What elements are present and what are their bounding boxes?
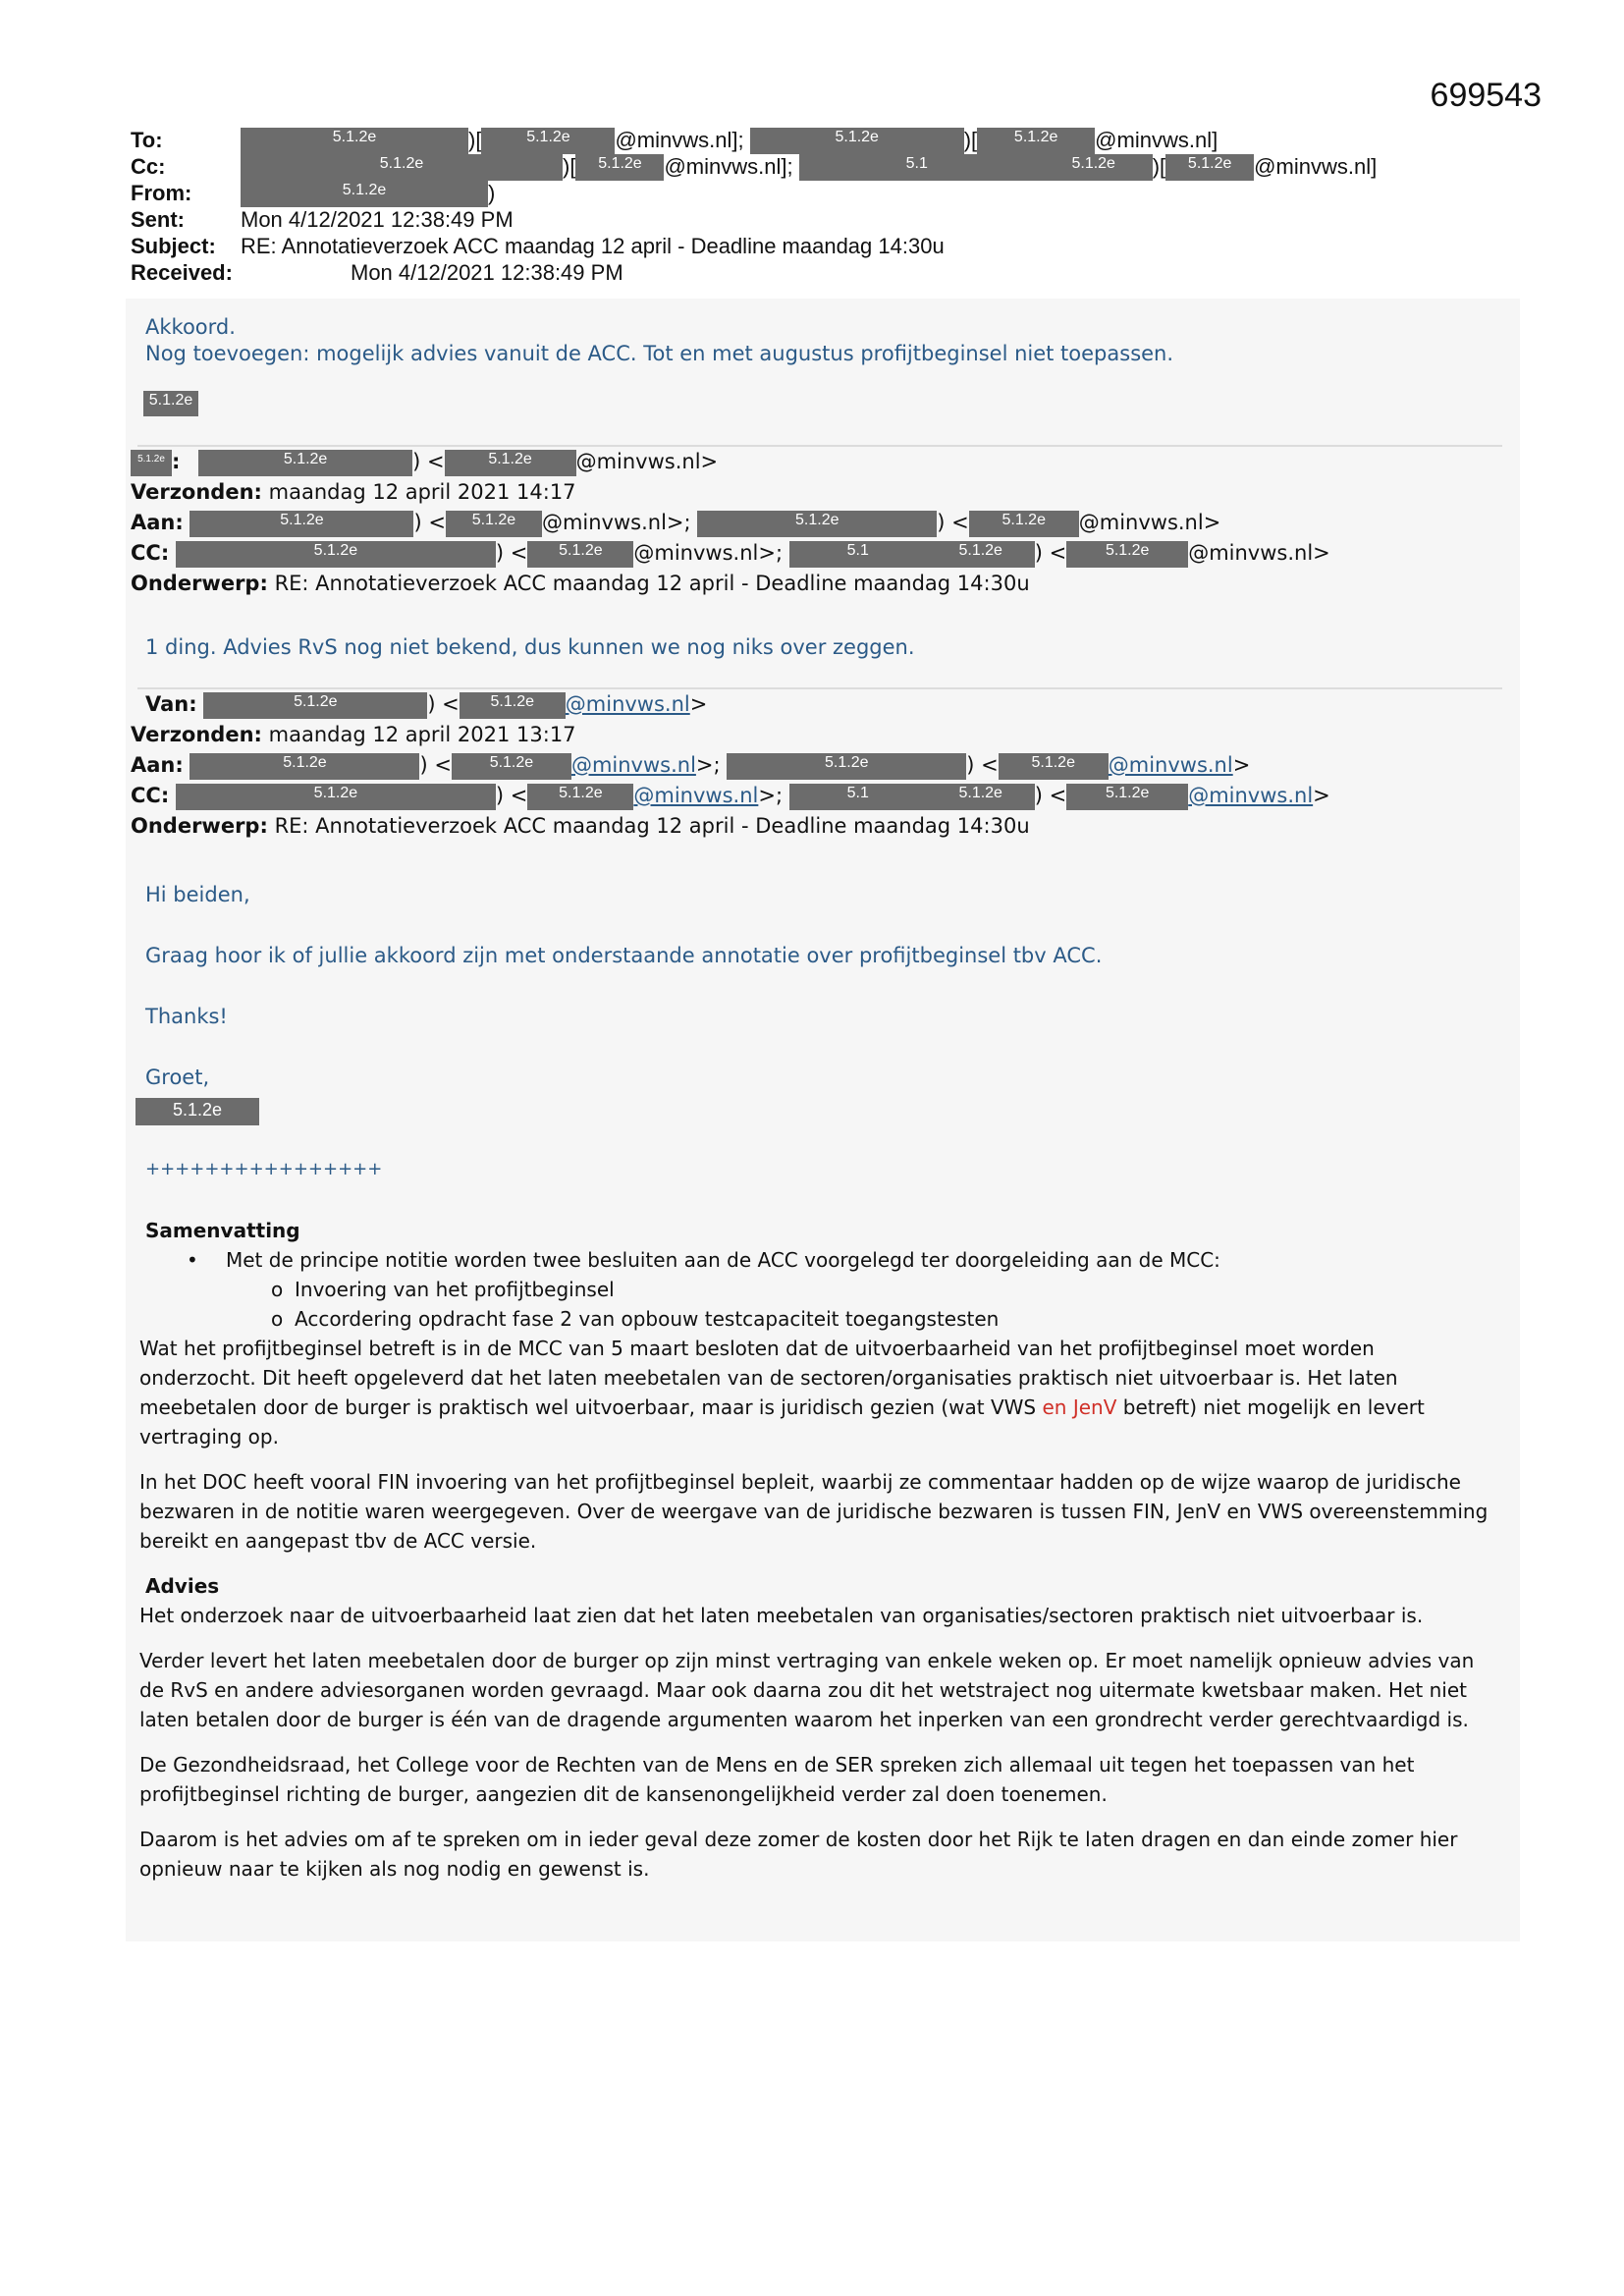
redaction-box: 5.1.2e bbox=[241, 181, 488, 207]
email-link[interactable]: @minvws.nl bbox=[1108, 753, 1233, 777]
subject-value: RE: Annotatieverzoek ACC maandag 12 april - Deadline maandag 14:30u bbox=[274, 572, 1030, 595]
circle-bullet-icon: o bbox=[271, 1278, 284, 1301]
separator bbox=[137, 445, 1502, 447]
cc-label: Cc: bbox=[131, 154, 166, 179]
sent-label: Sent: bbox=[131, 207, 185, 232]
list-item: o Accordering opdracht fase 2 van opbouw testcapaciteit toegangstesten bbox=[141, 1304, 1496, 1334]
redaction-box: 5.1.2e bbox=[969, 511, 1079, 537]
message-2-body: 1 ding. Advies RvS nog niet bekend, dus kunnen we nog niks over zeggen. bbox=[145, 635, 915, 659]
redaction-box: 5.1.2e bbox=[176, 541, 496, 568]
list-item: • Met de principe notitie worden twee besluiten aan de ACC voorgelegd ter doorgeleiding aan de MCC: bbox=[141, 1245, 1496, 1275]
redaction-box: 5.1 bbox=[799, 154, 1035, 181]
email-link[interactable]: @minvws.nl bbox=[633, 784, 759, 807]
list-item: o Invoering van het profijtbeginsel bbox=[141, 1275, 1496, 1304]
redaction-box: 5.1.2e bbox=[198, 450, 412, 476]
email-link[interactable]: @minvws.nl bbox=[570, 753, 696, 777]
email-link[interactable]: @minvws.nl bbox=[1188, 784, 1314, 807]
cc-label: CC: bbox=[131, 541, 170, 565]
sent-label: Verzonden: bbox=[131, 723, 262, 746]
closing-line: Groet, bbox=[145, 1066, 210, 1089]
subject-label: Onderwerp: bbox=[131, 814, 268, 838]
from-label: From: bbox=[131, 181, 192, 205]
redaction-box: 5.1.2e bbox=[1035, 154, 1153, 181]
received-row bbox=[131, 260, 1407, 287]
reply-line-1: Akkoord. bbox=[145, 315, 236, 339]
advies-heading: Advies bbox=[145, 1574, 220, 1598]
redaction-box: 5.1.2e bbox=[575, 154, 664, 181]
redaction-box: 5.1.2e bbox=[927, 784, 1035, 810]
subject-value: RE: Annotatieverzoek ACC maandag 12 april - Deadline maandag 14:30u bbox=[241, 234, 945, 258]
sent-value: Mon 4/12/2021 12:38:49 PM bbox=[241, 207, 514, 232]
sent-label: Verzonden: bbox=[131, 480, 262, 504]
paragraph: In het DOC heeft vooral FIN invoering van het profijtbeginsel bepleit, waarbij ze commentaar hadden op de wijze waarop de juridische bezwaren in de notitie waren weergegeven. Over de weergave van de juridische bezwaren is tussen FIN, JenV en VWS overeenstemming bereikt en aangepast tbv de ACC versie. bbox=[139, 1470, 1489, 1553]
subject-label: Onderwerp: bbox=[131, 572, 268, 595]
redaction-box: 5.1.2e bbox=[727, 753, 966, 780]
subject-value: RE: Annotatieverzoek ACC maandag 12 april - Deadline maandag 14:30u bbox=[274, 814, 1030, 838]
redaction-box: 5.1.2e bbox=[927, 541, 1035, 568]
reply-line-2: Nog toevoegen: mogelijk advies vanuit de ACC. Tot en met augustus profijtbeginsel niet toepassen. bbox=[145, 342, 1174, 365]
signature-redaction: 5.1.2e bbox=[143, 391, 198, 416]
to-row: To: 5.1.2e )[ 5.1.2e @minvws.nl]; 5.1.2e )[ 5.1.2e @minvws.nl] bbox=[131, 128, 1218, 152]
sent-value: maandag 12 april 2021 14:17 bbox=[268, 480, 576, 504]
redaction-box: 5.1.2e bbox=[481, 128, 615, 154]
thanks-line: Thanks! bbox=[145, 1005, 228, 1028]
redaction-box: 5.1.2e bbox=[131, 450, 172, 476]
sent-row bbox=[131, 207, 1407, 234]
received-label: Received: bbox=[131, 260, 233, 285]
redaction-box: 5.1.2e bbox=[750, 128, 964, 154]
paragraph: Daarom is het advies om af te spreken om in ieder geval deze zomer de kosten door het Rijk te laten dragen en dan einde zomer hier opnieuw naar te kijken als nog nodig en gewenst is. bbox=[139, 1828, 1458, 1881]
paragraph: De Gezondheidsraad, het College voor de Rechten van de Mens en de SER spreken zich allemaal uit tegen het toepassen van het profijtbeginsel richting de burger, aangezien dit de kansenongelijkheid verder zal doen toenemen. bbox=[139, 1753, 1415, 1806]
signature-redaction: 5.1.2e bbox=[135, 1098, 259, 1125]
bullet-icon: • bbox=[187, 1248, 198, 1272]
plus-divider: ++++++++++++++++ bbox=[145, 1159, 383, 1179]
redaction-box: 5.1.2e bbox=[977, 128, 1095, 154]
redaction-box: 5.1.2e bbox=[241, 128, 468, 154]
redaction-box: 5.1.2e bbox=[1165, 154, 1254, 181]
redaction-box: 5.1.2e bbox=[697, 511, 937, 537]
redaction-box: 5.1.2e bbox=[241, 154, 563, 181]
redaction-box: 5.1.2e bbox=[203, 692, 427, 719]
from-row: From: 5.1.2e ) bbox=[131, 181, 496, 205]
annotation-text bbox=[141, 1216, 1496, 1899]
greeting: Hi beiden, bbox=[145, 883, 250, 906]
email-header bbox=[131, 128, 1407, 287]
request-line: Graag hoor ik of jullie akkoord zijn met onderstaande annotatie over profijtbeginsel tbv ACC. bbox=[145, 944, 1103, 967]
summary-heading: Samenvatting bbox=[145, 1219, 300, 1242]
redaction-box: 5.1 bbox=[789, 541, 927, 568]
to-label: To: bbox=[131, 128, 163, 152]
paragraph: Verder levert het laten meebetalen door de burger op zijn minst vertraging van enkele weken op. Er moet namelijk opnieuw advies van de RvS en andere adviesorganen worden gevraagd. Maar ook daarna zou dit het wetstraject nog uitermate kwetsbaar maken. Het niet laten betalen door de burger is één van de dragende argumenten waarom het inperken van een grondrecht verder gerechtvaardigd is. bbox=[139, 1649, 1475, 1731]
redaction-box: 5.1.2e bbox=[189, 753, 419, 780]
redaction-box: 5.1.2e bbox=[445, 450, 576, 476]
email-link[interactable]: @minvws.nl bbox=[565, 692, 690, 716]
circle-bullet-icon: o bbox=[271, 1307, 284, 1331]
redaction-box: 5.1.2e bbox=[1066, 784, 1188, 810]
redaction-box: 5.1.2e bbox=[446, 511, 542, 537]
to-label: Aan: bbox=[131, 753, 184, 777]
redaction-box: 5.1.2e bbox=[999, 753, 1109, 780]
reply-body bbox=[145, 314, 1173, 367]
document-id: 699543 bbox=[1430, 77, 1542, 114]
paragraph: Het onderzoek naar de uitvoerbaarheid laat zien dat het laten meebetalen van organisaties/sectoren praktisch niet uitvoerbaar is. bbox=[139, 1604, 1424, 1627]
separator bbox=[137, 687, 1502, 689]
redaction-box: 5.1.2e bbox=[189, 511, 413, 537]
subject-row bbox=[131, 234, 1407, 260]
redaction-box: 5.1.2e bbox=[460, 692, 566, 719]
from-label: Van: bbox=[145, 692, 197, 716]
message-3-body bbox=[145, 880, 1102, 1092]
subject-label: Subject: bbox=[131, 234, 216, 258]
cc-row: Cc: 5.1.2e )[ 5.1.2e @minvws.nl]; 5.1 5.1.2e )[ 5.1.2e @minvws.nl] bbox=[131, 154, 1378, 179]
redaction-box: 5.1 bbox=[789, 784, 927, 810]
cc-label: CC: bbox=[131, 784, 170, 807]
redaction-box: 5.1.2e bbox=[1066, 541, 1188, 568]
paragraph: Wat het profijtbeginsel betreft is in de MCC van 5 maart besloten dat de uitvoerbaarheid van het profijtbeginsel moet worden onderzocht. Dit heeft opgeleverd dat het laten meebetalen van de sectoren/organisaties praktisch niet uitvoerbaar is. Het laten meebetalen door de burger is praktisch wel uitvoerbaar, maar is juridisch gezien (wat VWS en JenV betreft) niet mogelijk en levert vertraging op. bbox=[139, 1337, 1425, 1449]
redaction-box: 5.1.2e bbox=[527, 784, 633, 810]
redaction-box: 5.1.2e bbox=[176, 784, 496, 810]
message-2-header: 5.1.2e : 5.1.2e ) < 5.1.2e @minvws.nl> Verzonden: maandag 12 april 2021 14:17 Aan: 5.1.2e ) < 5.1.2e @minvws.nl>; 5.1.2e ) < 5.1.2e @minvws.nl> CC: 5.1.2e ) < 5.1.2e @minvws.nl>; 5.1 5.1.2e ) < 5.1.2e @minvws.nl> Onderwerp: RE: Annotatieverzoek ACC maandag 12 april - Deadline maandag 14:30u bbox=[131, 450, 1330, 595]
highlighted-text: en JenV bbox=[1042, 1395, 1117, 1419]
redaction-box: 5.1.2e bbox=[527, 541, 633, 568]
redaction-box: 5.1.2e bbox=[452, 753, 571, 780]
message-3-header: Van: 5.1.2e ) < 5.1.2e @minvws.nl> Verzonden: maandag 12 april 2021 13:17 Aan: 5.1.2e ) < 5.1.2e @minvws.nl>; 5.1.2e ) < 5.1.2e @minvws.nl> CC: 5.1.2e ) < 5.1.2e @minvws.nl>; 5.1 5.1.2e ) < 5.1.2e @minvws.nl> Onderwerp: RE: Annotatieverzoek ACC maandag 12 april - Deadline maandag 14:30u bbox=[131, 692, 1330, 838]
received-value: Mon 4/12/2021 12:38:49 PM bbox=[351, 260, 623, 285]
to-label: Aan: bbox=[131, 511, 184, 534]
sent-value: maandag 12 april 2021 13:17 bbox=[268, 723, 576, 746]
